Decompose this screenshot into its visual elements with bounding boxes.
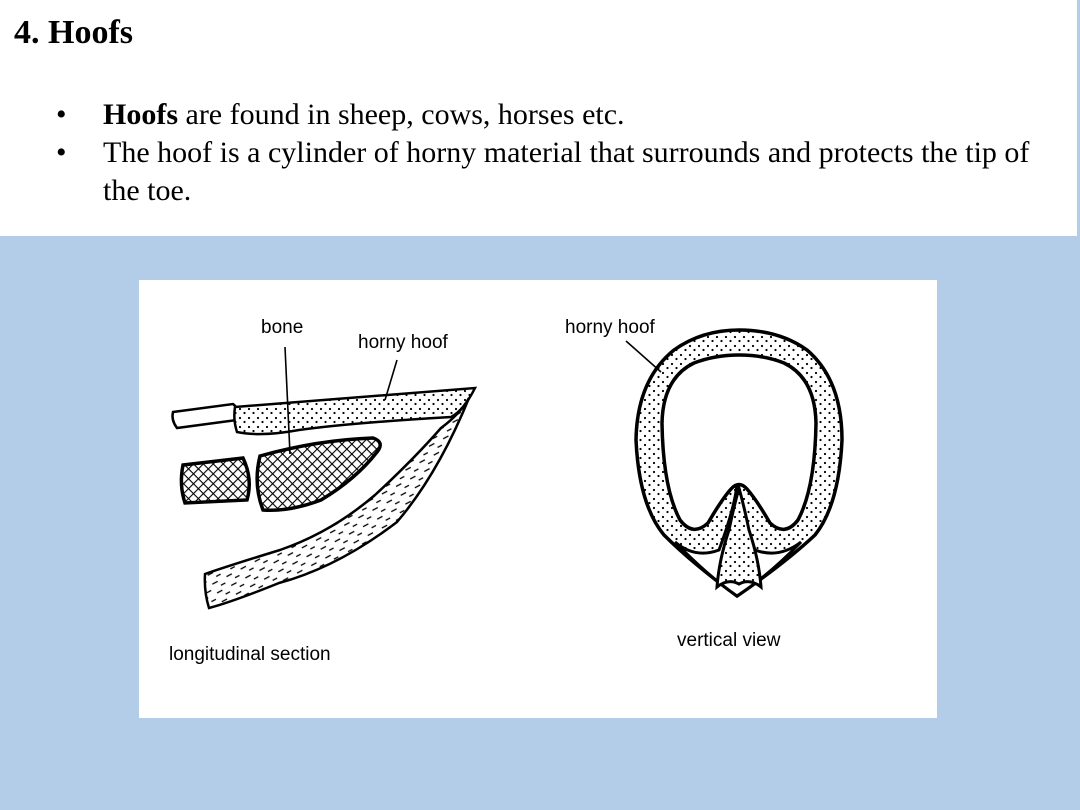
bone-pointer [285, 347, 290, 454]
bullet-list [56, 96, 1066, 210]
bullet-item [56, 96, 1066, 134]
longitudinal-section-drawing [173, 347, 476, 608]
slide-title: 4. Hoofs [14, 14, 133, 51]
bullet-text: The hoof is a cylinder of horny material that surrounds and protects the tip of the toe. [103, 136, 1030, 207]
bullet-item [56, 134, 1066, 210]
hoof-figure [139, 280, 937, 718]
label-vertical-view: vertical view [677, 630, 781, 651]
bone-shape [257, 438, 380, 510]
vertical-view-drawing [626, 330, 842, 596]
small-bone [181, 458, 249, 503]
horny-hoof-pointer-right [626, 341, 661, 372]
horny-hoof-top [234, 388, 475, 434]
text-panel [0, 0, 1077, 236]
bullet-bold-term: Hoofs [103, 98, 178, 131]
label-horny-hoof-left: horny hoof [358, 332, 448, 353]
label-bone: bone [261, 317, 304, 338]
skin-tip [173, 404, 239, 428]
bullet-text: are found in sheep, cows, horses etc. [178, 98, 625, 131]
label-horny-hoof-right: horny hoof [565, 317, 655, 338]
label-longitudinal-section: longitudinal section [169, 644, 331, 665]
